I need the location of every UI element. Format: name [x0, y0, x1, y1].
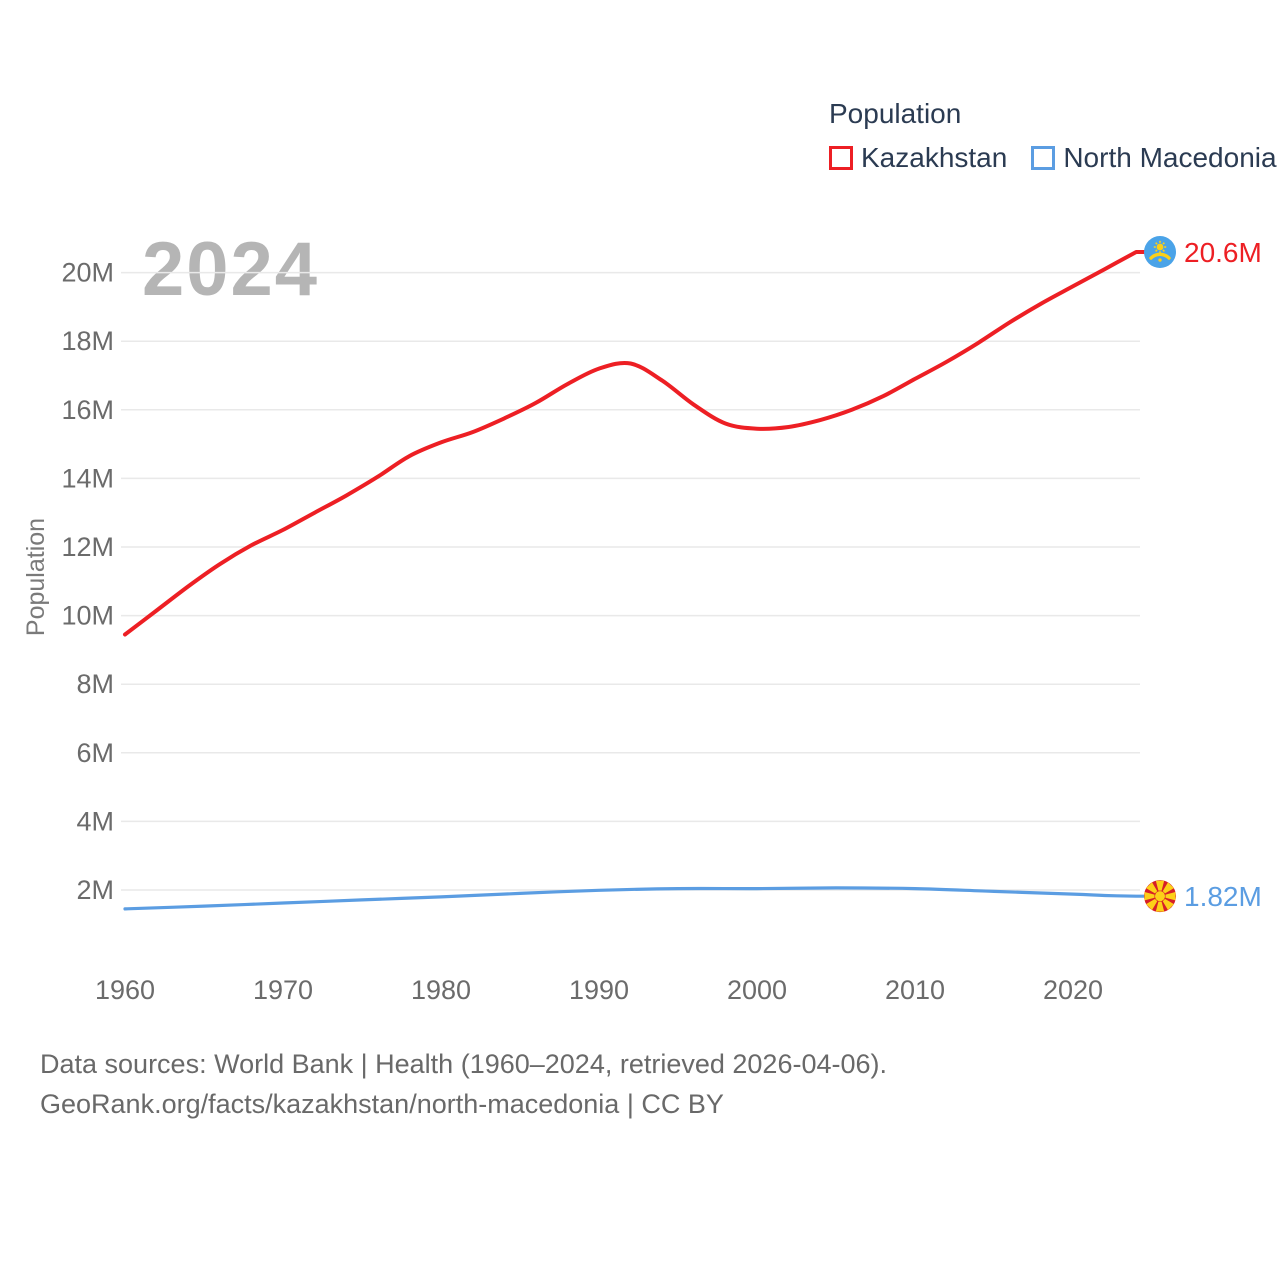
y-tick-label: 6M [76, 737, 114, 768]
legend-label-north-macedonia: North Macedonia [1063, 142, 1277, 173]
north-macedonia-flag-icon [1144, 880, 1176, 912]
legend-title: Population [829, 98, 962, 129]
x-tick-label: 2010 [884, 975, 946, 1005]
y-tick-label: 8M [76, 669, 114, 700]
y-axis-title: Population [22, 517, 50, 637]
north-macedonia-end-label: 1.82M [1184, 881, 1262, 913]
kazakhstan-flag-icon [1144, 236, 1176, 268]
y-tick-label: 18M [61, 326, 114, 357]
y-tick-label: 16M [61, 394, 114, 425]
y-tick-label: 20M [61, 257, 114, 288]
y-tick-label: 12M [61, 532, 114, 562]
y-tick-label: 14M [61, 463, 114, 494]
y-tick-label: 4M [76, 806, 114, 837]
year-watermark: 2024 [142, 227, 320, 312]
x-tick-label: 1980 [410, 975, 472, 1005]
x-tick-label: 1990 [568, 975, 630, 1005]
legend-label-kazakhstan: Kazakhstan [861, 142, 1008, 173]
footer-sources-line: Data sources: World Bank | Health (1960–2024, retrieved 2026-04-06). [40, 1049, 887, 1079]
kazakhstan-line [125, 252, 1146, 635]
north-macedonia-line [125, 888, 1146, 909]
x-tick-label: 2020 [1042, 975, 1104, 1005]
y-tick-label: 10M [61, 600, 114, 631]
y-tick-label: 2M [76, 875, 114, 905]
x-tick-label: 1960 [94, 975, 156, 1005]
x-tick-label: 2000 [726, 975, 788, 1005]
kazakhstan-end-label: 20.6M [1184, 237, 1262, 269]
x-tick-label: 1970 [252, 975, 314, 1005]
footer-attribution-line: GeoRank.org/facts/kazakhstan/north-macedonia | CC BY [40, 1089, 724, 1119]
